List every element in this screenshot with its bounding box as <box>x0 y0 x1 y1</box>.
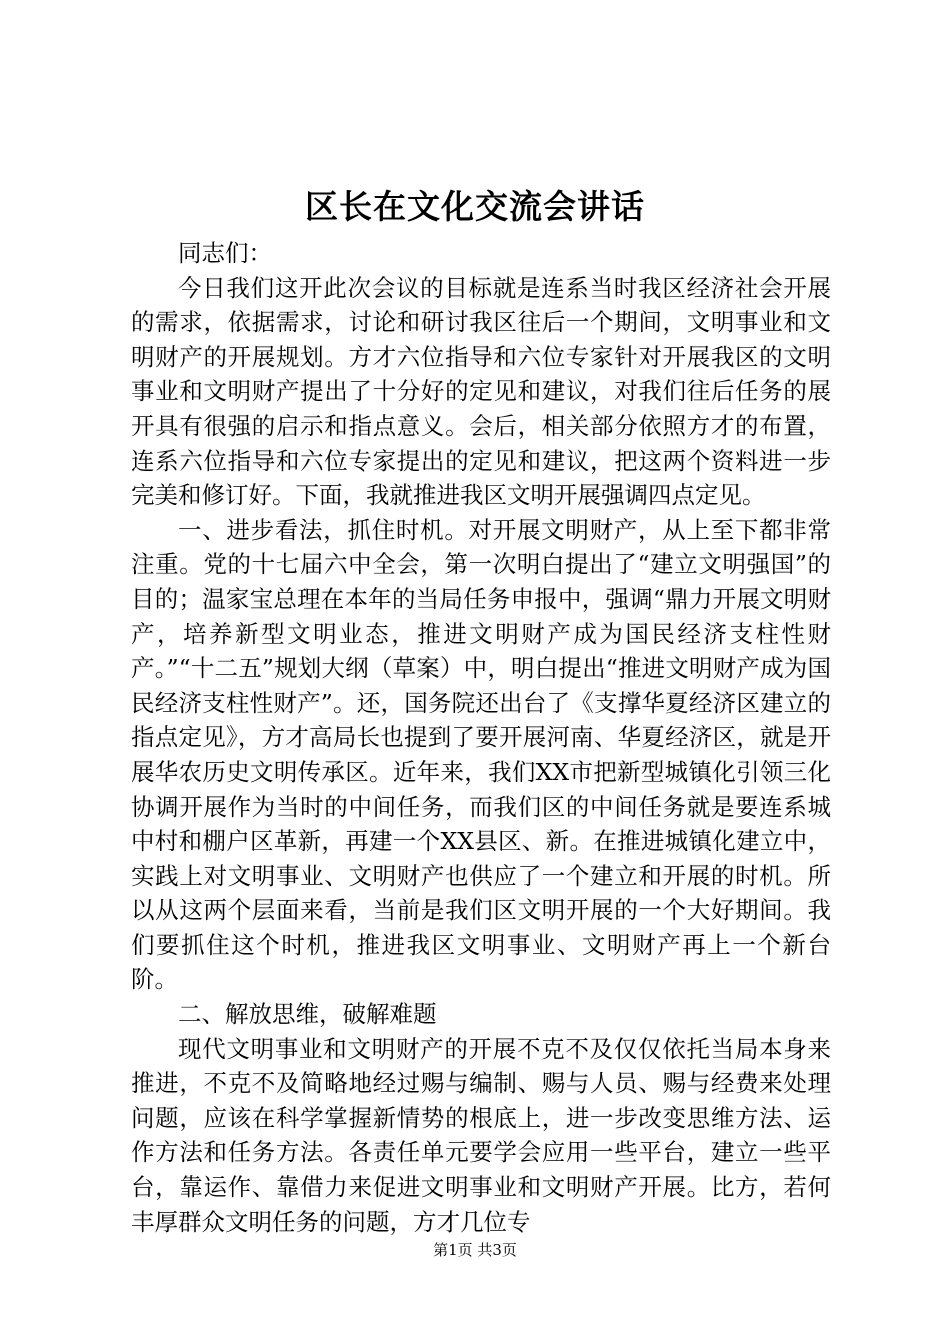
document-body <box>131 236 831 1239</box>
page-footer: 第1页 共3页 <box>433 1241 517 1259</box>
paragraph-section-2-body: 现代文明事业和文明财产的开展不克不及仅仅依托当局本身来推进，不克不及简略地经过赐与编制、赐与人员、赐与经费来处理问题，应该在科学掌握新情势的根底上，进一步改变思维方法、运作方法和任务方法。各责任单元要学会应用一些平台，建立一些平台，靠运作、靠借力来促进文明事业和文明财产开展。比方，若何丰厚群众文明任务的问题，方才几位专 <box>131 1034 831 1236</box>
paragraph-section-1: 一、进步看法，抓住时机。对开展文明财产，从上至下都非常注重。党的十七届六中全会，第一次明白提出了“建立文明强国”的目的；温家宝总理在本年的当局任务申报中，强调“鼎力开展文明财产，培养新型文明业态，推进文明财产成为国民经济支柱性财产。”“十二五”规划大纲（草案）中，明白提出“推进文明财产成为国民经济支柱性财产”。还，国务院还出台了《支撑华夏经济区建立的指点定见》，方才高局长也提到了要开展河南、华夏经济区，就是开展华农历史文明传承区。近年来，我们XX市把新型城镇化引领三化协调开展作为当时的中间任务，而我们区的中间任务就是要连系城中村和棚户区革新，再建一个XX县区、新。在推进城镇化建立中，实践上对文明事业、文明财产也供应了一个建立和开展的时机。所以从这两个层面来看，当前是我们区文明开展的一个大好期间。我们要抓住这个时机，推进我区文明事业、文明财产再上一个新台阶。 <box>131 515 831 994</box>
paragraph-salutation: 同志们： <box>178 239 272 267</box>
paragraph-section-2-heading: 二、解放思维，破解难题 <box>178 1000 437 1029</box>
document-title: 区长在文化交流会讲话 <box>305 187 645 226</box>
paragraph-intro: 今日我们这开此次会议的目标就是连系当时我区经济社会开展的需求，依据需求，讨论和研讨我区往后一个期间，文明事业和文明财产的开展规划。方才六位指导和六位专家针对开展我区的文明事业和文明财产提出了十分好的定见和建议，对我们往后任务的展开具有很强的启示和指点意义。会后，相关部分依照方才的布置，连系六位指导和六位专家提出的定见和建议，把这两个资料进一步完美和修订好。下面，我就推进我区文明开展强调四点定见。 <box>131 273 831 510</box>
